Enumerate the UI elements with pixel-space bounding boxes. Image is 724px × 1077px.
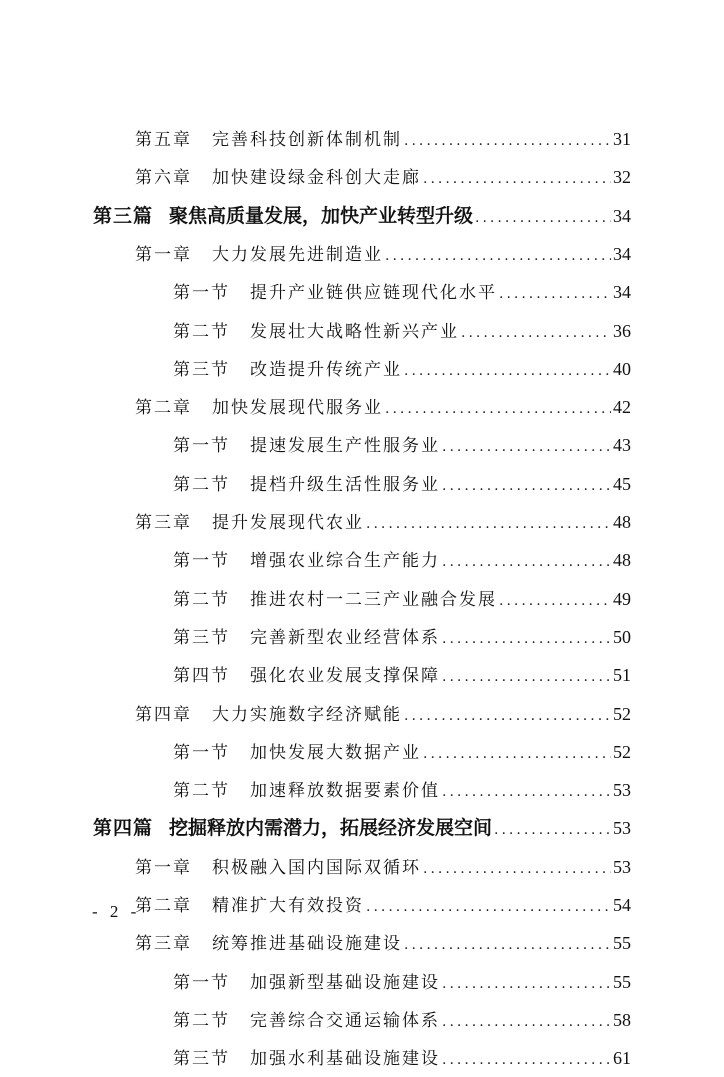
toc-entry-title: 提速发展生产性服务业 bbox=[250, 436, 440, 457]
toc-entry-page: 49 bbox=[613, 588, 631, 609]
toc-entry-title: 大力发展先进制造业 bbox=[212, 244, 383, 265]
toc-part-entry[interactable] bbox=[93, 199, 631, 233]
toc-dot-leader bbox=[461, 316, 611, 350]
toc-dot-leader bbox=[442, 1043, 611, 1077]
toc-entry-label: 第三章 bbox=[135, 513, 192, 533]
toc-entry-title: 加强新型基础设施建设 bbox=[250, 972, 440, 993]
toc-entry-page: 55 bbox=[613, 933, 631, 954]
toc-entry-page: 31 bbox=[613, 129, 631, 149]
toc-entry-page: 34 bbox=[613, 243, 631, 264]
toc-dot-leader bbox=[366, 890, 611, 924]
toc-entry-title: 精准扩大有效投资 bbox=[212, 896, 364, 916]
toc-entry-page: 42 bbox=[613, 397, 631, 418]
toc-chapter-entry[interactable] bbox=[135, 926, 631, 960]
toc-entry-label: 第一章 bbox=[135, 244, 192, 265]
toc-entry-page: 36 bbox=[613, 320, 631, 341]
toc-entry-title: 提档升级生活性服务业 bbox=[250, 474, 440, 495]
toc-section-entry[interactable] bbox=[173, 735, 631, 769]
toc-section-entry[interactable] bbox=[173, 1003, 631, 1037]
toc-entry-page: 52 bbox=[613, 703, 631, 724]
toc-entry-title: 改造提升传统产业 bbox=[250, 359, 402, 380]
toc-chapter-entry[interactable] bbox=[135, 505, 631, 539]
toc-dot-leader bbox=[423, 852, 611, 886]
toc-entry-label: 第二章 bbox=[135, 398, 192, 419]
toc-section-entry[interactable] bbox=[173, 965, 631, 999]
toc-section-entry[interactable] bbox=[173, 620, 631, 654]
toc-entry-label: 第二节 bbox=[173, 474, 230, 495]
toc-dot-leader bbox=[404, 354, 611, 388]
toc-section-entry[interactable] bbox=[173, 582, 631, 616]
toc-chapter-entry[interactable] bbox=[135, 122, 631, 156]
toc-entry-page: 52 bbox=[613, 741, 631, 762]
toc-entry-label: 第三节 bbox=[173, 1049, 230, 1070]
toc-dot-leader bbox=[499, 277, 611, 311]
toc-entry-label: 第三节 bbox=[173, 359, 230, 380]
toc-entry-title: 聚焦高质量发展，加快产业转型升级 bbox=[169, 204, 474, 227]
toc-dot-leader bbox=[404, 928, 611, 962]
toc-entry-title: 加快建设绿金科创大走廊 bbox=[212, 168, 421, 189]
toc-entry-title: 提升发展现代农业 bbox=[212, 513, 364, 533]
toc-entry-page: 58 bbox=[613, 1009, 631, 1030]
toc-entry-title: 完善新型农业经营体系 bbox=[250, 627, 440, 648]
toc-section-entry[interactable] bbox=[173, 773, 631, 807]
toc-entry-title: 发展壮大战略性新兴产业 bbox=[250, 321, 459, 342]
toc-dot-leader bbox=[442, 967, 611, 1001]
toc-entry-title: 强化农业发展支撑保障 bbox=[250, 666, 440, 687]
toc-entry-title: 积极融入国内国际双循环 bbox=[212, 857, 421, 878]
toc-entry-page: 48 bbox=[613, 550, 631, 571]
toc-dot-leader bbox=[442, 430, 611, 464]
toc-entry-page: 32 bbox=[613, 167, 631, 188]
toc-entry-label: 第一节 bbox=[173, 972, 230, 993]
toc-entry-title: 加强水利基础设施建设 bbox=[250, 1049, 440, 1070]
toc-entry-label: 第一章 bbox=[135, 857, 192, 878]
toc-entry-page: 54 bbox=[613, 895, 631, 915]
toc-entry-page: 55 bbox=[613, 971, 631, 992]
toc-entry-label: 第一节 bbox=[173, 283, 230, 304]
toc-entry-page: 53 bbox=[613, 818, 631, 839]
toc-section-entry[interactable] bbox=[173, 275, 631, 309]
toc-section-entry[interactable] bbox=[173, 658, 631, 692]
toc-dot-leader bbox=[385, 392, 611, 426]
toc-dot-leader bbox=[494, 813, 611, 847]
toc-chapter-entry[interactable] bbox=[135, 390, 631, 424]
toc-entry-label: 第三节 bbox=[173, 627, 230, 648]
toc-entry-page: 43 bbox=[613, 435, 631, 456]
toc-entry-title: 大力实施数字经济赋能 bbox=[212, 704, 402, 725]
toc-entry-label: 第四篇 bbox=[93, 817, 154, 840]
toc-entry-title: 加快发展现代服务业 bbox=[212, 398, 383, 419]
toc-entry-label: 第一节 bbox=[173, 551, 230, 572]
toc-entry-page: 61 bbox=[613, 1048, 631, 1069]
toc-entry-page: 53 bbox=[613, 780, 631, 801]
toc-dot-leader bbox=[366, 507, 611, 541]
toc-dot-leader bbox=[423, 162, 611, 196]
toc-dot-leader bbox=[442, 1005, 611, 1039]
toc-dot-leader bbox=[442, 660, 611, 694]
toc-chapter-entry[interactable] bbox=[135, 697, 631, 731]
toc-dot-leader bbox=[404, 124, 611, 158]
toc-entry-title: 挖掘释放内需潜力，拓展经济发展空间 bbox=[169, 817, 493, 840]
toc-entry-page: 53 bbox=[613, 856, 631, 877]
toc-entry-title: 加速释放数据要素价值 bbox=[250, 781, 440, 802]
toc-section-entry[interactable] bbox=[173, 543, 631, 577]
toc-entry-label: 第五章 bbox=[135, 130, 192, 150]
toc-entry-title: 推进农村一二三产业融合发展 bbox=[250, 589, 497, 610]
toc-part-entry[interactable] bbox=[93, 811, 631, 845]
toc-dot-leader bbox=[442, 469, 611, 503]
toc-dot-leader bbox=[442, 775, 611, 809]
toc-entry-title: 完善科技创新体制机制 bbox=[212, 130, 402, 150]
toc-dot-leader bbox=[442, 622, 611, 656]
toc-entry-label: 第四章 bbox=[135, 704, 192, 725]
toc-entry-title: 统筹推进基础设施建设 bbox=[212, 934, 402, 955]
toc-entry-label: 第三章 bbox=[135, 934, 192, 955]
toc-entry-label: 第二节 bbox=[173, 589, 230, 610]
toc-entry-title: 提升产业链供应链现代化水平 bbox=[250, 283, 497, 304]
toc-entry-page: 34 bbox=[613, 282, 631, 303]
toc-entry-label: 第一节 bbox=[173, 742, 230, 763]
toc-dot-leader bbox=[499, 584, 611, 618]
toc-dot-leader bbox=[475, 201, 611, 235]
toc-chapter-entry[interactable] bbox=[135, 850, 631, 884]
toc-section-entry[interactable] bbox=[173, 314, 631, 348]
toc-entry-page: 40 bbox=[613, 358, 631, 379]
toc-dot-leader bbox=[423, 737, 611, 771]
toc-section-entry[interactable] bbox=[173, 352, 631, 386]
toc-entry-page: 50 bbox=[613, 626, 631, 647]
toc-entry-label: 第一节 bbox=[173, 436, 230, 457]
toc-chapter-entry[interactable] bbox=[135, 888, 631, 922]
toc-entry-label: 第二节 bbox=[173, 321, 230, 342]
toc-entry-page: 34 bbox=[613, 205, 631, 226]
toc-entry-page: 51 bbox=[613, 665, 631, 686]
toc-entry-title: 加快发展大数据产业 bbox=[250, 742, 421, 763]
toc-chapter-entry[interactable] bbox=[135, 237, 631, 271]
toc-entry-label: 第三篇 bbox=[93, 204, 154, 227]
toc-section-entry[interactable] bbox=[173, 428, 631, 462]
toc-entry-label: 第二节 bbox=[173, 1010, 230, 1031]
toc-section-entry[interactable] bbox=[173, 467, 631, 501]
toc-chapter-entry[interactable] bbox=[135, 160, 631, 194]
toc-section-entry[interactable] bbox=[173, 1041, 631, 1075]
toc-dot-leader bbox=[385, 239, 611, 273]
toc-entry-title: 增强农业综合生产能力 bbox=[250, 551, 440, 572]
toc-entry-label: 第六章 bbox=[135, 168, 192, 189]
toc-entry-title: 完善综合交通运输体系 bbox=[250, 1010, 440, 1031]
toc-dot-leader bbox=[442, 545, 611, 579]
toc-entry-label: 第二节 bbox=[173, 781, 230, 802]
page-number: - 2 - bbox=[92, 902, 141, 921]
toc-dot-leader bbox=[404, 699, 611, 733]
toc-entry-page: 45 bbox=[613, 473, 631, 494]
toc-entry-page: 48 bbox=[613, 512, 631, 532]
toc-entry-label: 第二章 bbox=[135, 896, 192, 916]
toc-entry-label: 第四节 bbox=[173, 666, 230, 687]
